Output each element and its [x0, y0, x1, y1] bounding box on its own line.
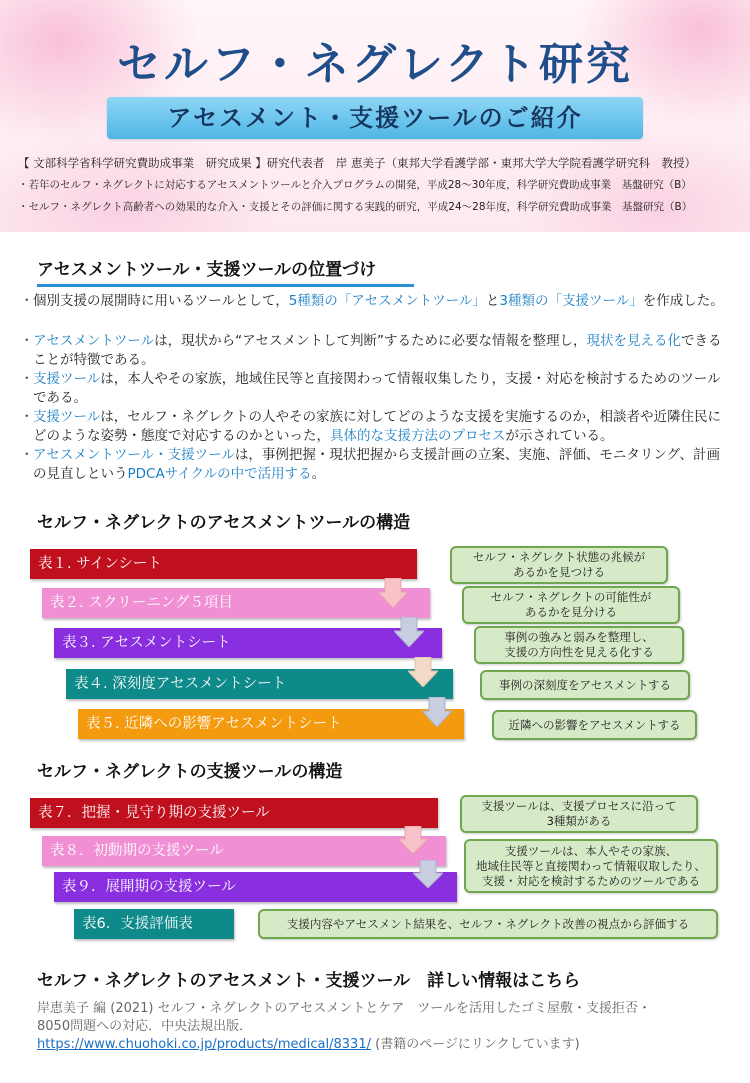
support-bar-1: 表７．把握・見守り期の支援ツール	[30, 798, 438, 828]
down-arrow-icon	[398, 826, 428, 854]
assessment-bar-3: 表３. アセスメントシート	[54, 628, 442, 658]
bullet-item: ・ 個別支援の展開時に用いるツールとして，5種類の「アセスメントツール」と3種類の「支援ツール」を作成した。	[20, 293, 724, 309]
down-arrow-icon	[394, 617, 424, 647]
link-note: (書籍のページにリンクしています)	[370, 1037, 580, 1052]
down-arrow-icon	[413, 860, 443, 888]
section-heading-positioning	[37, 255, 376, 283]
section-heading-text: セルフ・ネグレクトのアセスメント・支援ツール 詳しい情報はこちら	[37, 971, 581, 991]
reference-line-1: 岸恵美子 編 (2021) セルフ・ネグレクトのアセスメントとケア ツールを活用したゴミ屋敷・支援拒否・	[37, 1001, 651, 1016]
support-bar-4: 表6．支援評価表	[74, 909, 234, 939]
assessment-note-3: 事例の強みと弱みを整理し、 支援の方向性を見える化する	[474, 626, 684, 664]
support-bar-3: 表９．展開期の支援ツール	[54, 872, 457, 902]
page-title: セルフ・ネグレクト研究	[116, 39, 634, 90]
down-arrow-icon	[422, 697, 452, 727]
down-arrow-icon	[408, 657, 438, 687]
assessment-bar-5: 表５. 近隣への影響アセスメントシート	[78, 709, 464, 739]
grant-main: 【 文部科学省科学研究費助成事業 研究成果 】研究代表者 岸 恵美子（東邦大学看護学部・東邦大学大学院看護学研究科 教授）	[18, 156, 696, 170]
support-note-2: 支援ツールは、本人やその家族、 地域住民等と直接関わって情報収取したり、 支援・対応を検討するためのツールである	[464, 839, 718, 893]
support-note-3: 支援内容やアセスメント結果を、セルフ・ネグレクト改善の視点から評価する	[258, 909, 718, 939]
assessment-note-5: 近隣への影響をアセスメントする	[492, 710, 697, 740]
assessment-bar-2: 表２. スクリーニング５項目	[42, 588, 430, 618]
reference-line-2: 8050問題への対応．中央法規出版．	[37, 1019, 253, 1034]
section-heading-text: セルフ・ネグレクトの支援ツールの構造	[37, 762, 343, 782]
bullet-item: ・ 支援ツールは，セルフ・ネグレクトの人やその家族に対してどのような支援を実施するのか，相談者や近隣住民にどのような姿勢・態度で対応するのかといった，具体的な支援方法のプロセスが示されている。	[20, 409, 721, 444]
header-banner	[0, 0, 750, 232]
subtitle-banner: アセスメント・支援ツールのご紹介	[107, 97, 643, 139]
bullet-item: ・ アセスメントツールは，現状から“アセスメントして判断”するために必要な情報を整理し，現状を見える化できることが特徴である。	[20, 333, 722, 368]
bullet-item: ・ アセスメントツール・支援ツールは，事例把握・現状把握から支援計画の立案、実施、評価、モニタリング、計画の見直しというPDCAサイクルの中で活用する。	[20, 447, 721, 482]
heading-underline	[37, 284, 414, 287]
assessment-note-1: セルフ・ネグレクト状態の兆候が あるかを見つける	[450, 546, 668, 584]
section-heading-support-structure	[37, 757, 342, 785]
section-heading-text: アセスメントツール・支援ツールの位置づけ	[37, 260, 377, 280]
section-heading-more-info	[37, 966, 580, 994]
assessment-note-4: 事例の深刻度をアセスメントする	[480, 670, 690, 700]
support-bar-2: 表８．初動期の支援ツール	[42, 836, 446, 866]
section-heading-text: セルフ・ネグレクトのアセスメントツールの構造	[37, 513, 411, 533]
assessment-bar-1: 表１. サインシート	[30, 549, 417, 579]
grant-project-2: ・セルフ・ネグレクト高齢者への効果的な介入・支援とその評価に関する実践的研究，平成24〜28年度，科学研究費助成事業 基盤研究（B）	[18, 201, 693, 213]
assessment-note-2: セルフ・ネグレクトの可能性が あるかを見分ける	[462, 586, 680, 624]
grant-project-1: ・若年のセルフ・ネグレクトに対応するアセスメントツールと介入プログラムの開発，平成28〜30年度，科学研究費助成事業 基盤研究（B）	[18, 179, 692, 191]
bullet-item: ・ 支援ツールは，本人やその家族，地域住民等と直接関わって情報収集したり，支援・対応を検討するためのツールである。	[20, 371, 721, 406]
section-heading-assessment-structure	[37, 508, 410, 536]
support-note-1: 支援ツールは、支援プロセスに沿って 3種類がある	[460, 795, 698, 833]
reference-link-row	[37, 1036, 580, 1053]
book-link[interactable]: https://www.chuohoki.co.jp/products/medical/8331/	[37, 1037, 371, 1052]
assessment-bar-4: 表４. 深刻度アセスメントシート	[66, 669, 453, 699]
down-arrow-icon	[378, 578, 408, 608]
